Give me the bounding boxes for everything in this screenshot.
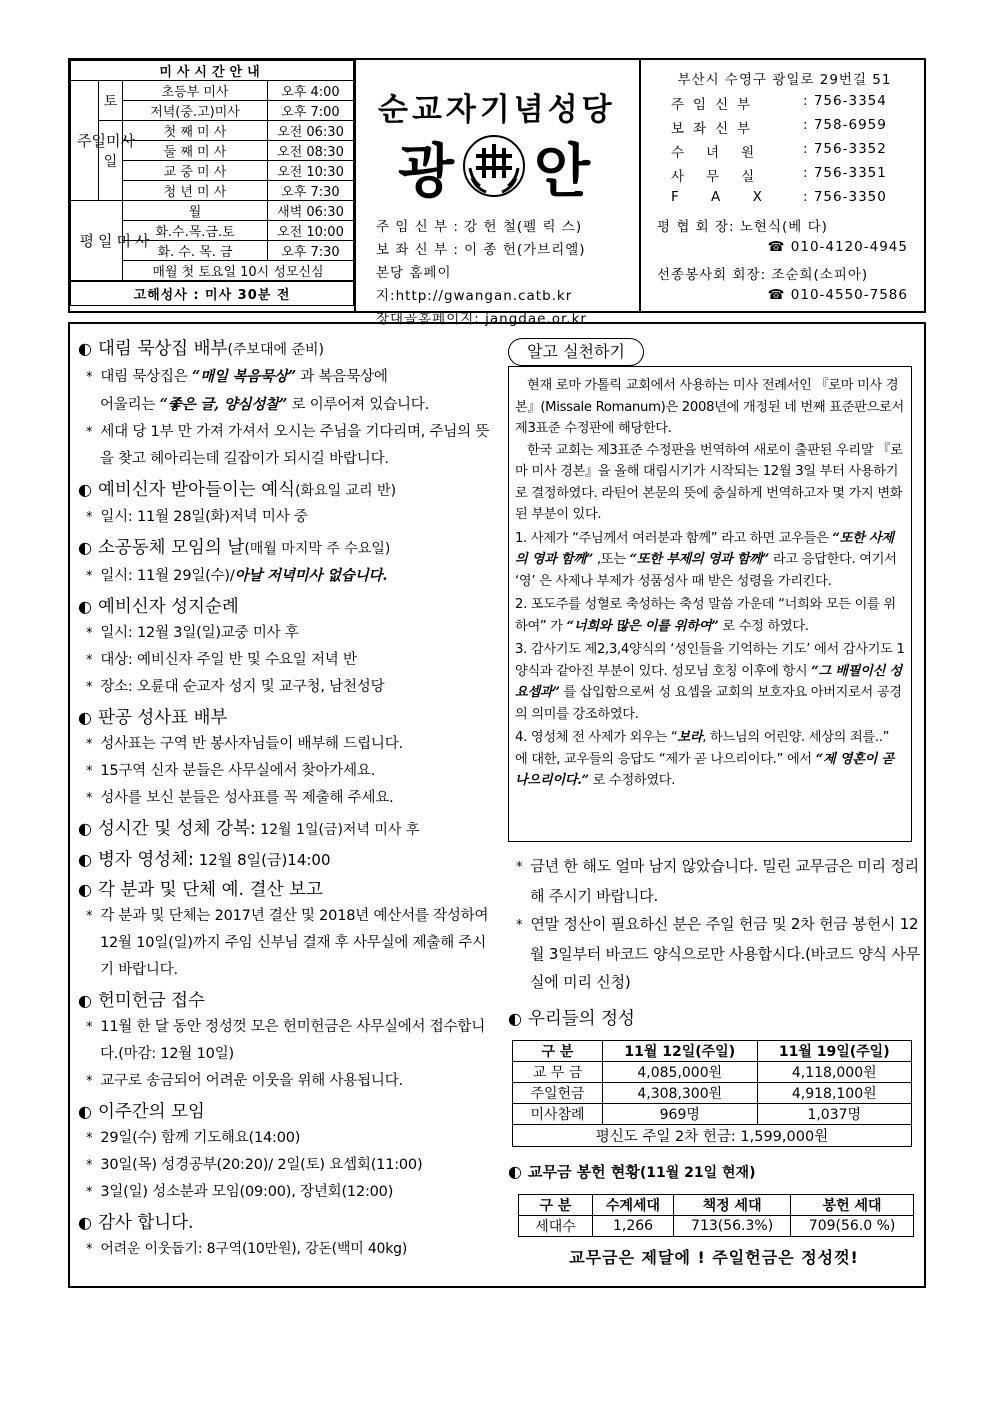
church-logo-icon	[462, 134, 526, 198]
weekday-mass-time: 오후 7:30	[268, 241, 354, 261]
half-circle-icon: ◐	[78, 339, 92, 358]
table-row	[513, 1062, 912, 1083]
contact-label: 주임신부	[671, 97, 760, 113]
saturday-label: 토	[99, 81, 123, 121]
title-right-char: 안	[534, 137, 591, 205]
section-heading	[78, 1099, 498, 1125]
offering-header: 11월 19일(주일)	[757, 1041, 912, 1062]
section-heading	[78, 336, 498, 363]
know-paragraph: 현재 로마 가톨릭 교회에서 사용하는 미사 전례서인 『로마 미사 경본』(Missale Romanum)은 2008년에 개정된 네 번째 표준판으로서 제3표준 수정판에 해당한다.	[515, 378, 904, 436]
sunday-label: 일	[99, 121, 123, 201]
point-text: 로 수정 하였다.	[718, 618, 809, 634]
section-heading	[78, 705, 498, 731]
section-subtitle: (매월 마지막 주 수요일)	[244, 541, 391, 557]
point-highlight: “제 영혼이 곧 나으리이다.”	[515, 751, 894, 788]
offering-header: 구 분	[513, 1041, 603, 1062]
item-text: 성사를 보신 분들은 성사표를 꼭 제출해 주세요.	[100, 790, 394, 806]
item-text: 3일(일) 성소분과 모임(09:00), 장년회(12:00)	[100, 1184, 394, 1200]
section-title: 대림 묵상집 배부	[97, 339, 228, 359]
contact-row	[643, 117, 926, 137]
item-text: 30일(목) 성경공부(20:20)/ 2일(토) 요셉회(11:00)	[100, 1157, 423, 1173]
section-heading	[78, 877, 498, 903]
section-subtitle: (주보대에 준비)	[227, 342, 324, 358]
asterisk-icon: *	[86, 737, 93, 752]
bulletin-title	[398, 124, 590, 208]
contact-row	[643, 93, 926, 113]
asterisk-icon: *	[86, 791, 93, 806]
homepage-link[interactable]: 본당 홈페이지:http://gwangan.catb.kr	[376, 265, 573, 304]
tithe-cell: 1,266	[593, 1216, 674, 1237]
offering-cell: 주일헌금	[513, 1083, 603, 1104]
know-point	[515, 594, 905, 637]
list-item	[78, 504, 498, 531]
item-text: 일시: 12월 3일(일)교중 미사 후	[100, 625, 299, 641]
section-title: 헌미헌금 접수	[97, 991, 205, 1011]
staff-line: 주 임 신 부 : 강 헌 철(펠 릭 스)	[376, 219, 583, 235]
weekday-mass-name: 화.수.목.금.토	[123, 221, 268, 241]
mass-time: 오전 06:30	[268, 121, 354, 141]
offering-cell: 1,037명	[757, 1104, 912, 1125]
asterisk-icon: *	[86, 1074, 93, 1089]
sunday-mass-label	[71, 81, 135, 201]
section-title: 각 분과 및 단체 예. 결산 보고	[97, 880, 323, 900]
staff-line: 보 좌 신 부 : 이 종 헌(가브리엘)	[376, 242, 586, 258]
item-text: 대상: 예비신자 주일 반 및 수요일 저녁 반	[100, 652, 357, 668]
mass-name: 청 년 미 사	[123, 181, 268, 201]
offering-header: 11월 12일(주일)	[603, 1041, 758, 1062]
offering-cell: 4,308,300원	[603, 1083, 758, 1104]
list-item	[508, 852, 920, 910]
tithe-header: 수계세대	[593, 1195, 674, 1216]
list-item	[508, 910, 920, 996]
item-text: 교구로 송금되어 어려운 이웃을 위해 사용됩니다.	[100, 1073, 403, 1089]
contact-label: 수녀원	[671, 145, 777, 161]
item-text: 성사표는 구역 반 봉사자님들이 배부해 드립니다.	[100, 736, 403, 752]
offering-cell: 4,918,100원	[757, 1083, 912, 1104]
contact-label: F A X	[671, 189, 776, 205]
list-item	[78, 647, 498, 674]
list-item	[78, 1014, 498, 1068]
table-row	[513, 1083, 912, 1104]
mass-time: 오전 10:30	[268, 161, 354, 181]
offering-cell: 교 무 금	[513, 1062, 603, 1083]
half-circle-icon: ◐	[78, 1213, 92, 1232]
weekday-mass-name: 화. 수. 목. 금	[123, 241, 268, 261]
section-title: 소공동체 모임의 날	[97, 538, 245, 558]
asterisk-icon: *	[86, 569, 93, 584]
know-point-text	[515, 528, 905, 593]
list-item	[78, 620, 498, 647]
mass-name: 첫 째 미 사	[123, 121, 268, 141]
list-item	[78, 1179, 498, 1206]
offering-table	[512, 1040, 912, 1147]
section-heading	[508, 1006, 920, 1032]
right-notices	[508, 852, 920, 1268]
item-text: 대림 묵상집은	[100, 369, 192, 385]
contact-value: : 756-3352	[803, 141, 887, 157]
point-text: 1. 사제가 “주님께서 여러분과 함께” 라고 하면 교우들은	[515, 530, 833, 546]
weekday-mass-label-text: 평일미사	[79, 231, 154, 250]
contact-value: : 756-3354	[803, 93, 887, 109]
mass-time: 오후 7:00	[268, 101, 354, 121]
item-text: 과 복음묵상에	[295, 369, 388, 385]
list-item	[78, 785, 498, 812]
tithe-cell: 713(56.3%)	[674, 1216, 791, 1237]
tithe-header: 구 분	[519, 1195, 593, 1216]
item-text: 일시: 11월 29일(수)/	[100, 568, 235, 584]
point-text: , 하느님의 어린양. 세상의 죄를..” 에 대한, 교우들의 응답도 “제가 곧 나으리이다.” 에서	[515, 730, 890, 767]
bulletin-body	[68, 322, 926, 1288]
church-name: 순교자기념성당	[378, 92, 616, 128]
offering-cell: 미사참례	[513, 1104, 603, 1125]
know-point	[515, 528, 905, 593]
section-title: 예비신자 받아들이는 예식	[97, 480, 296, 500]
item-text: 15구역 신자 분들은 사무실에서 찾아가세요.	[100, 763, 376, 779]
contact-box	[643, 60, 926, 311]
tithe-header: 봉헌 세대	[791, 1195, 914, 1216]
section-title: 예비신자 성지순례	[97, 597, 239, 617]
item-highlight: “좋은 글, 양심성찰”	[159, 396, 288, 413]
second-collection: 평신도 주일 2차 헌금: 1,599,000원	[513, 1125, 912, 1147]
contact-label: 보좌신부	[671, 121, 760, 137]
item-text: 11월 한 달 동안 정성껏 모은 헌미헌금은 사무실에서 접수합니다.(마감: 12월 10일)	[100, 1019, 486, 1062]
section-heading	[78, 594, 498, 620]
item-text: 어려운 이웃돕기: 8구역(10만원), 강돈(백미 40kg)	[100, 1241, 408, 1257]
section-subtitle: 12월 1일(금)저녁 미사 후	[255, 822, 420, 838]
mass-time: 오전 08:30	[268, 141, 354, 161]
item-text: 29일(수) 함께 기도해요(14:00)	[100, 1130, 301, 1146]
point-highlight: “또한 부제의 영과 함께”	[629, 552, 770, 567]
item-text: 어울리는	[100, 397, 160, 413]
know-practice-tab: 알고 실천하기	[508, 338, 644, 366]
mass-schedule	[70, 60, 356, 311]
list-item	[78, 1068, 498, 1095]
section-heading	[508, 1159, 920, 1186]
know-paragraph: 한국 교회는 제3표준 수정판을 번역하여 새로이 출판된 우리말 『로마 미사 경본』을 올해 대림시기가 시작되는 12월 3일 부터 사용하기로 결정하였다. 라틴어 본문의 뜻에 충실하게 번역하고자 몇 가지 변화된 부분이 있다.	[515, 442, 903, 522]
weekday-mass-time: 오전 10:00	[268, 221, 354, 241]
asterisk-icon: *	[516, 918, 523, 933]
list-item	[78, 1236, 498, 1263]
mass-schedule-title: 미사시간안내	[71, 61, 354, 81]
half-circle-icon: ◐	[78, 480, 92, 499]
weekday-mass-label	[71, 201, 154, 282]
weekday-mass-name: 월	[123, 201, 268, 221]
point-text: ,또는	[593, 552, 630, 567]
section-heading	[78, 988, 498, 1014]
contact-label: 사무실	[671, 169, 777, 185]
asterisk-icon: *	[86, 626, 93, 641]
sunday-mass-label-text: 주일미사	[77, 131, 135, 150]
know-point-text	[515, 594, 905, 637]
half-circle-icon: ◐	[78, 819, 92, 838]
asterisk-icon: *	[86, 1242, 93, 1257]
first-saturday-devotion: 매월 첫 토요일 10시 성모신심	[123, 261, 354, 282]
point-highlight: 보라	[677, 730, 703, 745]
half-circle-icon: ◐	[78, 538, 92, 557]
mission-president: 선종봉사회 회장: 조순희(소피아)	[657, 267, 869, 283]
point-text: 4. 영성체 전 사제가 외우는 “	[515, 730, 678, 745]
list-item	[78, 731, 498, 758]
know-practice-box	[508, 366, 912, 842]
asterisk-icon: *	[86, 653, 93, 668]
list-item	[78, 419, 498, 473]
asterisk-icon: *	[86, 370, 93, 385]
mass-name: 교 중 미 사	[123, 161, 268, 181]
table-row	[513, 1104, 912, 1125]
section-subtitle: (11월 21일 현재)	[639, 1165, 756, 1181]
council-president: 평 협 회 장: 노현식(베 다)	[657, 219, 828, 235]
section-title: 이주간의 모임	[97, 1102, 205, 1122]
list-item	[78, 1125, 498, 1152]
list-item	[78, 903, 498, 984]
council-phone: ☎ 010-4120-4945	[767, 239, 908, 255]
section-title: 판공 성사표 배부	[97, 708, 228, 728]
mass-name: 저녁(중.고)미사	[123, 101, 268, 121]
section-heading	[78, 816, 498, 843]
jangdae-homepage-link[interactable]: 장대골홈페이지: jangdae.or.kr	[376, 311, 587, 327]
contact-value: : 758-6959	[803, 117, 887, 133]
half-circle-icon: ◐	[508, 1162, 522, 1181]
point-text: 3. 감사기도 제2,3,4양식의 ‘성인들을 기억하는 기도’ 에서 감사기도 1양식과 같아진 부분이 있다. 성모님 호칭 이후에 항시	[515, 642, 905, 679]
list-item	[78, 363, 498, 419]
tithe-cell: 709(56.0 %)	[791, 1216, 914, 1237]
point-text: 2. 포도주를 성혈로 축성하는 축성 말씀 가운데 “너희와 모든 이를 위하여” 가	[515, 597, 896, 634]
left-column	[78, 332, 498, 1263]
mass-time: 오후 7:30	[268, 181, 354, 201]
tithe-header: 책정 세대	[674, 1195, 791, 1216]
asterisk-icon: *	[86, 425, 93, 440]
section-title: 병자 영성체:	[97, 850, 194, 870]
item-highlight: 아날 저녁미사 없습니다.	[234, 567, 388, 584]
asterisk-icon: *	[86, 909, 93, 924]
list-item	[78, 674, 498, 701]
footer-message: 교무금은 제달에 ! 주일헌금은 정성껏!	[569, 1248, 859, 1267]
asterisk-icon: *	[86, 1020, 93, 1035]
section-subtitle: (화요일 교리 반)	[295, 483, 397, 499]
mass-schedule-table	[70, 60, 354, 306]
point-highlight: “또한 사제의 영과 함께”	[515, 530, 894, 567]
section-subtitle: 12월 8일(금)14:00	[193, 851, 331, 869]
know-point	[515, 727, 905, 792]
bulletin-header	[68, 58, 926, 327]
point-highlight: “너희와 많은 이를 위하여”	[566, 618, 719, 634]
point-text: 를 삽입함으로써 성 요셉을 교회의 보호자요 아버지로서 공경의 의미를 강조하였다.	[515, 685, 902, 722]
section-heading	[78, 1210, 498, 1236]
table-row	[519, 1216, 914, 1237]
section-title: 우리들의 정성	[527, 1009, 635, 1029]
point-text: 라고 응답한다. 여기서 ‘영’ 은 사제나 부제가 성품성사 때 받은 성령을 가리킨다.	[515, 552, 897, 589]
item-highlight: “매일 복음묵상”	[191, 368, 296, 385]
list-item	[78, 1152, 498, 1179]
half-circle-icon: ◐	[78, 880, 92, 899]
item-text: 장소: 오륜대 순교자 성지 및 교구청, 남천성당	[100, 679, 385, 695]
confession-time: 고해성사 : 미사 30분 전	[71, 281, 354, 305]
section-heading	[78, 535, 498, 562]
half-circle-icon: ◐	[78, 708, 92, 727]
section-heading	[78, 847, 498, 873]
point-text: 로 수정하였다.	[588, 773, 676, 788]
title-box	[358, 60, 641, 327]
item-text: 각 분과 및 단체는 2017년 결산 및 2018년 예산서를 작성하여 12월 10일(일)까지 주임 신부님 결재 후 사무실에 제출해 주시기 바랍니다.	[100, 908, 489, 978]
point-highlight: “그 배필이신 성 요셉과”	[515, 663, 902, 700]
asterisk-icon: *	[86, 1131, 93, 1146]
mass-name: 둘 째 미 사	[123, 141, 268, 161]
asterisk-icon: *	[86, 510, 93, 525]
address: 부산시 수영구 광일로 29번길 51	[677, 72, 892, 88]
weekday-mass-time: 새벽 06:30	[268, 201, 354, 221]
contact-row	[643, 165, 926, 185]
asterisk-icon: *	[516, 860, 523, 875]
asterisk-icon: *	[86, 680, 93, 695]
offering-cell: 4,118,000원	[757, 1062, 912, 1083]
offering-cell: 4,085,000원	[603, 1062, 758, 1083]
contact-value: : 756-3351	[803, 165, 887, 181]
list-item	[78, 562, 498, 590]
item-text: 로 이루어져 있습니다.	[287, 397, 430, 413]
section-title: 성시간 및 성체 강복:	[97, 819, 256, 839]
title-left-char: 광	[398, 137, 455, 205]
mass-time: 오후 4:00	[268, 81, 354, 101]
offering-cell: 969명	[603, 1104, 758, 1125]
list-item	[78, 758, 498, 785]
contact-value: : 756-3350	[803, 189, 887, 205]
asterisk-icon: *	[86, 1185, 93, 1200]
half-circle-icon: ◐	[78, 850, 92, 869]
mission-phone: ☎ 010-4550-7586	[767, 287, 908, 303]
know-point	[515, 639, 905, 725]
know-point-text	[515, 727, 905, 792]
half-circle-icon: ◐	[508, 1009, 522, 1028]
contact-row	[643, 141, 926, 161]
know-point-text	[515, 639, 905, 725]
item-text: 일시: 11월 28일(화)저녁 미사 중	[100, 509, 308, 525]
asterisk-icon: *	[86, 764, 93, 779]
section-heading	[78, 477, 498, 504]
asterisk-icon: *	[86, 1158, 93, 1173]
contact-row	[643, 189, 926, 205]
mass-name: 초등부 미사	[123, 81, 268, 101]
tithe-cell: 세대수	[519, 1216, 593, 1237]
half-circle-icon: ◐	[78, 991, 92, 1010]
staff-list	[376, 216, 639, 331]
tithe-table	[518, 1194, 914, 1237]
half-circle-icon: ◐	[78, 597, 92, 616]
section-title: 감사 합니다.	[97, 1213, 194, 1233]
item-text: 금년 한 해도 얼마 남지 않았습니다. 밀린 교무금은 미리 정리해 주시기 바랍니다.	[530, 857, 919, 905]
item-text: 연말 정산이 필요하신 분은 주일 헌금 및 2차 헌금 봉헌시 12월 3일부터 바코드 양식으로만 사용합시다.(바코드 양식 사무실에 미리 신청)	[530, 915, 920, 991]
half-circle-icon: ◐	[78, 1102, 92, 1121]
item-text: 세대 당 1부 만 가져 가셔서 오시는 주님을 기다리며, 주님의 뜻을 찾고 헤아리는데 길잡이가 되시길 바랍니다.	[100, 424, 490, 467]
section-title: 교무금 봉헌 현황	[527, 1163, 640, 1181]
